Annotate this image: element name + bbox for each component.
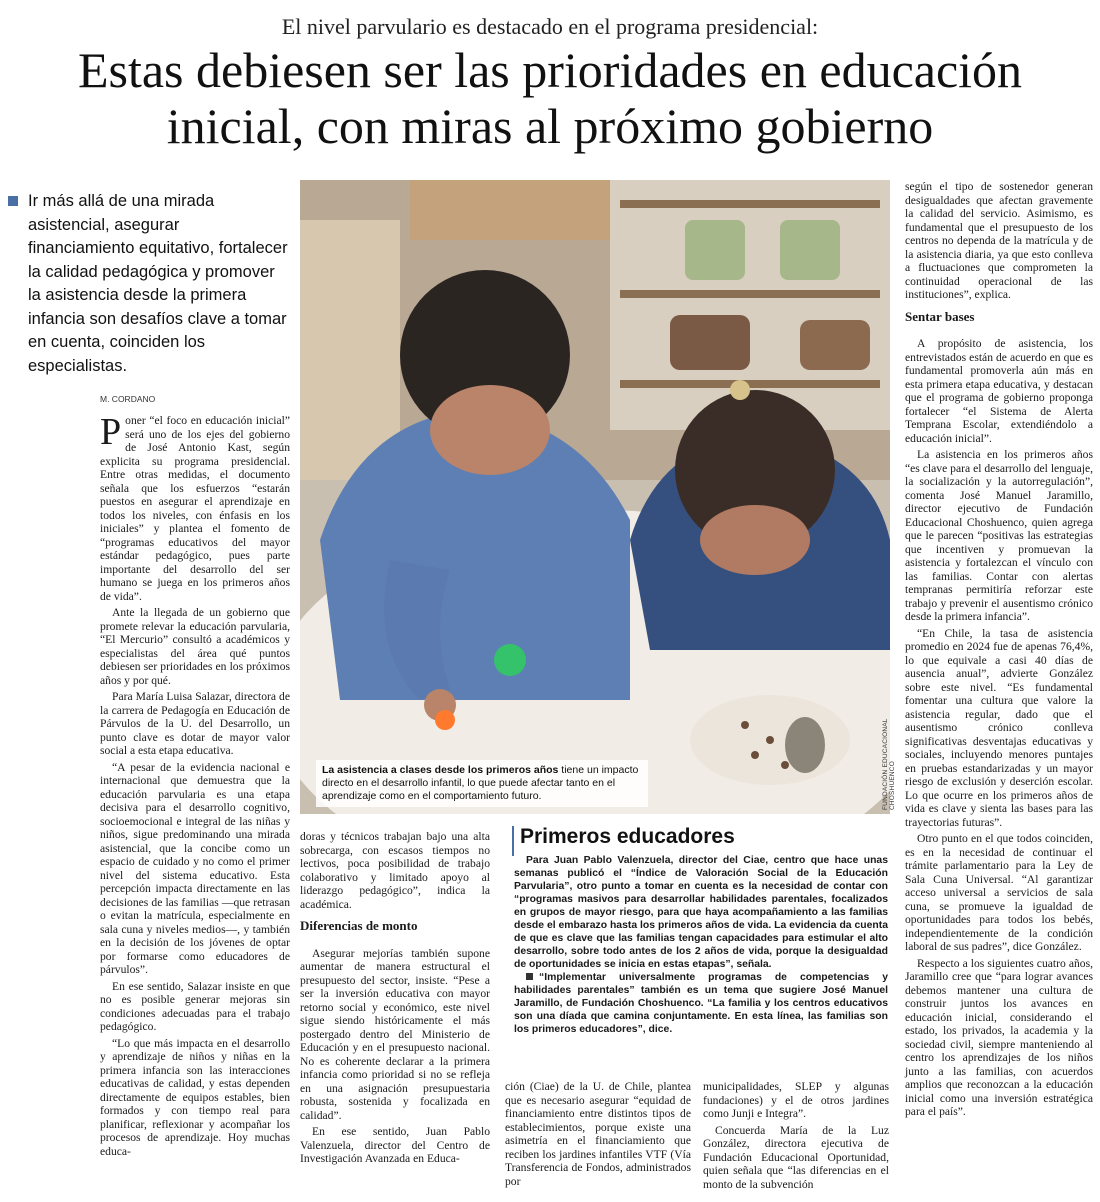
col5-paragraph-5: Otro punto en el que todos coinciden, es en la necesidad de continuar el trámite parlamentario para la Ley de Sala Cuna Universal. “Al garantizar acceso universal a servicios de sala cuna, se promueve la igualdad de oportunidades para todos los bebés, independientemente de la condición laboral de sus padres”, dice González. (905, 832, 1093, 953)
square-bullet-icon (8, 196, 18, 206)
caption-text: tiene un impacto directo en el desarrollo infantil, lo que puede afectar tanto en el aprendizaje como en el comportamiento futuro. (322, 764, 639, 802)
col1-paragraph-4: “A pesar de la evidencia nacional e internacional que demuestra que la educación parvularia es una etapa decisiva para el desarrollo cognitivo, socioemocional e integral de las niñas y niños, sigue predominando una mirada asistencial, que la concibe como un espacio de cuidado y no como el primer nivel del sistema educativo. Esta percepción impacta directamente en las decisiones de las familias —que retrasan o evitan la matrícula, especialmente en sala cuna y niveles medios—, y también en la decisión de los jóvenes de optar por formarse como educadores de párvulos”. (100, 760, 290, 976)
headline-line-2: inicial, con miras al próximo gobierno (166, 98, 934, 154)
photo-credit: FUNDACIÓN EDUCACIONAL CHOSHUENCO (882, 718, 896, 810)
column-1 (100, 411, 290, 1161)
col1-paragraph-6: “Lo que más impacta en el desarrollo y aprendizaje de niños y niñas en la primera infancia son las interacciones educativas de calidad, y estas dependen directamente de equipos estables, bien formados y con tiempo real para planificar, reflexionar y acompañar los procesos de aprendizaje. Hoy muchas educa- (100, 1036, 290, 1158)
column-3 (505, 1080, 691, 1191)
article-photo (300, 180, 896, 814)
col5-paragraph-6: Respecto a los siguientes cuatro años, Jaramillo cree que “para lograr avances debemos mantener una cultura de construir juntos los avances en educación inicial, considerando el estado, los privados, la academia y la sociedad civil, siempre manteniendo al centro los aprendizajes de los niños junto a las familias, con acuerdos amplios que reconozcan a la educación inicial como una inversión estratégica para el país”. (905, 956, 1093, 1118)
headline (0, 42, 1100, 154)
box-text (514, 854, 888, 1036)
column-4 (703, 1080, 889, 1194)
lead-summary (8, 190, 290, 378)
children-playing-illustration (300, 180, 896, 814)
col1-paragraph-2: Ante la llegada de un gobierno que promete relevar la educación parvularia, “El Mercurio” consultó a académicos y especialistas del área qué puntos debiesen ser prioridades en los próximos años y por qué. (100, 606, 290, 687)
box-title: Primeros educadores (520, 825, 735, 848)
col5-paragraph-2: A propósito de asistencia, los entrevistados están de acuerdo en que es fundamental promoverla aún más en esta primera etapa educativa, y destacan que el programa de gobierno proponga fortalecer “el Sistema de Alerta Temprana Escolar, extendiéndolo a educación inicial”. (905, 337, 1093, 445)
caption-bold: La asistencia a clases desde los primeros años (322, 764, 559, 776)
column-2 (300, 830, 490, 1169)
col1-paragraph-5: En ese sentido, Salazar insiste en que no es posible generar mejoras sin condiciones adecuadas para el trabajo pedagógico. (100, 979, 290, 1033)
subhead-diferencias: Diferencias de monto (300, 918, 418, 933)
kicker: El nivel parvulario es destacado en el programa presidencial: (281, 14, 819, 39)
col2-paragraph-1: doras y técnicos trabajan bajo una alta sobrecarga, con escasos tiempos no lectivos, poca posibilidad de trabajo colaborativo y limitado apoyo al liderazgo pedagógico”, indica la académica. (300, 830, 490, 911)
column-5 (905, 180, 1093, 1122)
col5-paragraph-4: “En Chile, la tasa de asistencia promedio en 2024 fue de apenas 76,4%, lo que equivale a casi 40 días de ausencia anual”, advierte González sobre este nivel. “Es fundamental fomentar una cultura que valore la asistencia regular, dado que el ausentismo crónico conlleva significativas desventajas educativas y sociales, incluyendo menores puntajes en pruebas estandarizadas y un mayor riesgo de exclusión y deserción escolar. Lo que ocurre en los primeros años de vida es clave y sienta las bases para las trayectorias futuras”. (905, 626, 1093, 829)
col5-paragraph-3: La asistencia en los primeros años “es clave para el desarrollo del lenguaje, la socialización y la autorregulación”, comenta José Manuel Jaramillo, director ejecutivo de Fundación Educacional Choshuenco, quien agrega que le parecen “positivas las estrategias que incentiven y promuevan la asistencia y fortalezcan el vínculo con las familias. Contar con alertas tempranas permitiría reforzar este trabajo y prevenir el ausentismo crónico desde la primera infancia”. (905, 448, 1093, 623)
box-accent-rule (512, 826, 514, 856)
col2-paragraph-3: En ese sentido, Juan Pablo Valenzuela, director del Centro de Investigación Avanzada en Educa- (300, 1125, 490, 1165)
col1-paragraph-1: Poner “el foco en educación inicial” será uno de los ejes del gobierno de José Antonio Kast, según explicita su programa presidencial. Entre otras medidas, el documento señala que los esfuerzos “estarán puestos en asegurar el aprendizaje en todos los niveles, con énfasis en los iniciales” y plantea el fomento de “programas educativos del mayor estándar pedagógico, pues parte importante del desarrollo del ser humano se juega en los primeros años de vida”. (100, 411, 290, 603)
headline-line-1: Estas debiesen ser las prioridades en educación (77, 42, 1023, 98)
col2-paragraph-2: Asegurar mejorías también supone aumentar de manera estructural el presupuesto del sector, insiste. “Pese a ser la inversión educativa con mayor retorno social y económico, este nivel sigue siendo históricamente el más postergado dentro del Ministerio de Educación y en el presupuesto nacional. No es coherente declarar a la primera infancia como prioridad si no se refleja en una asignación presupuestaria robusta, sostenida y focalizada en calidad”. (300, 946, 490, 1122)
col4-paragraph-1: municipalidades, SLEP y algunas fundaciones) y el de otros jardines como Junji e Integra”. (703, 1080, 889, 1120)
subhead-sentar-bases: Sentar bases (905, 308, 975, 324)
box-paragraph-1: Para Juan Pablo Valenzuela, director del Ciae, centro que hace unas semanas publicó el “Índice de Valoración Social de la Educación Parvularia”, otro punto a tomar en cuenta es la necesidad de contar con “programas masivos para desarrollar habilidades parentales, focalizados en grupos de mayor riesgo, para que haya acompañamiento a las familias desde el embarazo hasta los primeros años de vida. La evidencia da cuenta de que es clave que las familias tengan capacidades para estimular el alto desarrollo, sobre todo antes de los 2 años de vida, porque la desigualdad de oportunidades se inicia en estas etapas”, señala. (514, 855, 888, 970)
lead-text: Ir más allá de una mirada asistencial, asegurar financiamiento equitativo, fortalecer la calidad pedagógica y promover la asistencia desde la primera infancia son desafíos clave a tomar en cuenta, coinciden los especialistas. (28, 192, 288, 375)
end-square-icon (526, 973, 533, 980)
box-paragraph-2: “Implementar universalmente programas de competencias y habilidades parentales” también es un tema que sugiere José Manuel Jaramillo, de Fundación Choshuenco. “La familia y los centros educativos son una díada que camina conjuntamente. En esta línea, las familias son los primeros educadores”, dice. (514, 972, 888, 1035)
col5-paragraph-1: según el tipo de sostenedor generan desigualdades que afectan gravemente la calidad del servicio. Asimismo, es fundamental que el presupuesto de los centros no dependa de la matrícula y de la asistencia diaria, ya que esto conlleva a fluctuaciones que comprometen la continuidad operacional de las instituciones”, explica. (905, 180, 1093, 301)
col1-paragraph-3: Para María Luisa Salazar, directora de la carrera de Pedagogía en Educación de Párvulos de la U. del Desarrollo, un punto clave es dotar de mayor valor social a esta etapa educativa. (100, 690, 290, 757)
photo-caption (316, 760, 648, 807)
drop-cap: P (100, 411, 122, 453)
col4-paragraph-2: Concuerda María de la Luz González, directora ejecutiva de Fundación Educacional Oportunidad, quien señala que “las diferencias en el monto de la subvención (703, 1123, 889, 1191)
col3-paragraph-1: ción (Ciae) de la U. de Chile, plantea que es necesario asegurar “equidad de financiamiento entre distintos tipos de establecimientos, porque existe una asimetría en el financiamiento que reciben los jardines infantiles VTF (Vía Transferencia de Fondos, administrados por (505, 1080, 691, 1188)
byline: M. CORDANO (100, 394, 156, 404)
